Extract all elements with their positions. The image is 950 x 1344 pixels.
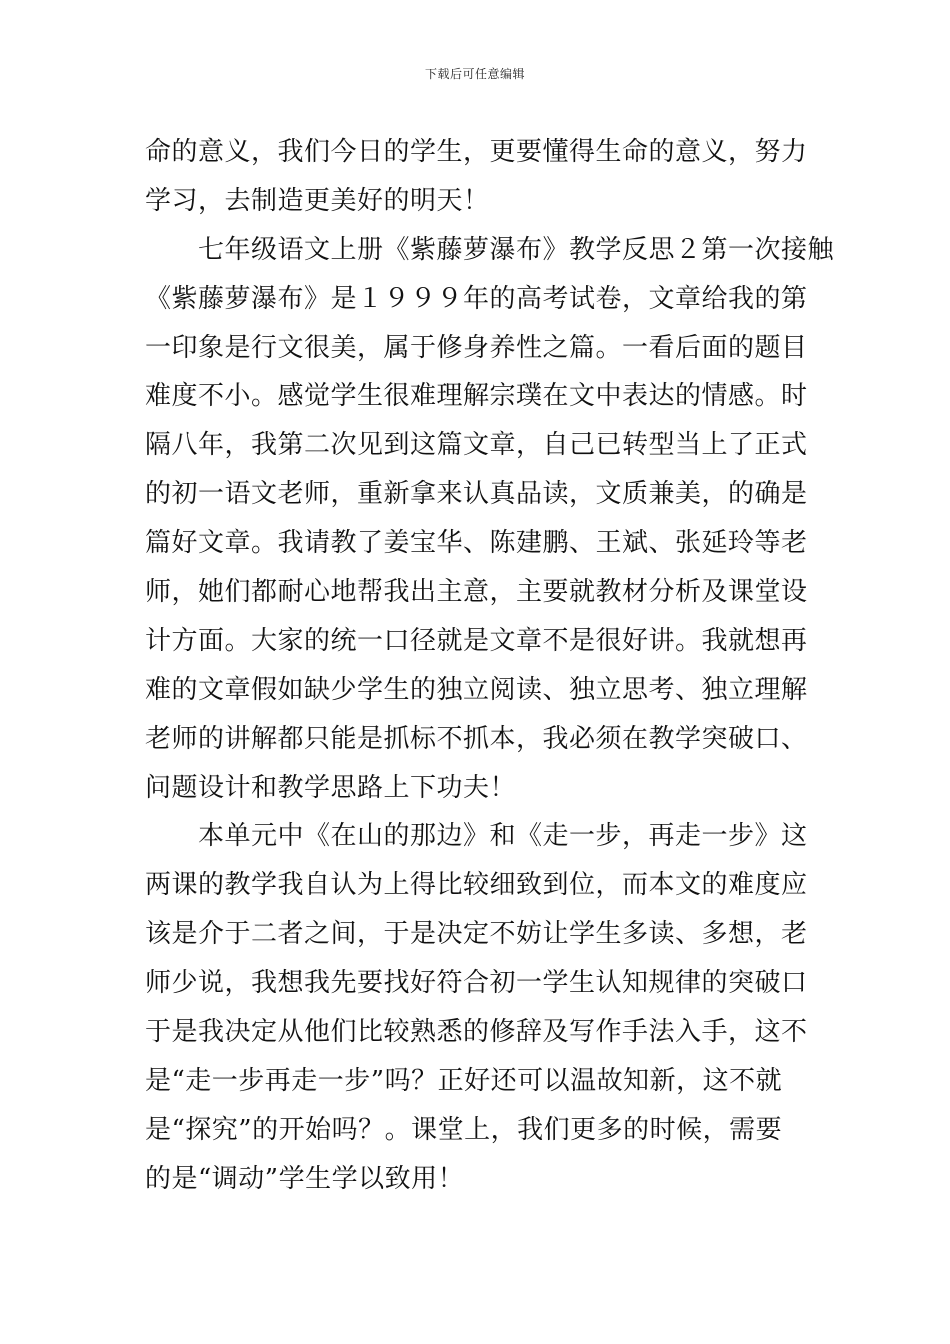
text-line: 计方面。大家的统一口径就是文章不是很好讲。我就想再 [145, 625, 808, 656]
text-line: 两课的教学我自认为上得比较细致到位，而本文的难度应 [145, 870, 808, 901]
text-line: 的是“调动”学生学以致用！ [145, 1163, 465, 1194]
text-line: 学习，去制造更美好的明天！ [145, 185, 490, 216]
paragraph-1 [145, 128, 808, 226]
paragraph-2 [145, 226, 835, 813]
text-line: 七年级语文上册《紫藤萝瀑布》教学反思２第一次接触 [145, 234, 835, 265]
text-line: 命的意义，我们今日的学生，更要懂得生命的意义，努力 [145, 137, 808, 167]
text-line: 师少说，我想我先要找好符合初一学生认知规律的突破口 [145, 968, 808, 999]
text-line: 该是介于二者之间，于是决定不妨让学生多读、多想，老 [145, 919, 808, 950]
text-line: 篇好文章。我请教了姜宝华、陈建鹏、王斌、张延玲等老 [145, 528, 808, 559]
text-line: 于是我决定从他们比较熟悉的修辞及写作手法入手，这不 [145, 1017, 808, 1048]
paragraph-3 [145, 812, 808, 1203]
text-line: 是“走一步再走一步”吗？正好还可以温故知新，这不就 [145, 1065, 783, 1096]
text-line: 本单元中《在山的那边》和《走一步，再走一步》这 [145, 821, 808, 852]
text-line: 问题设计和教学思路上下功夫！ [145, 772, 517, 803]
text-line: 是“探究”的开始吗？。课堂上，我们更多的时候，需要 [145, 1114, 783, 1145]
text-line: 师，她们都耐心地帮我出主意，主要就教材分析及课堂设 [145, 577, 808, 608]
document-body [145, 128, 835, 1204]
text-line: 老师的讲解都只能是抓标不抓本，我必须在教学突破口、 [145, 723, 808, 754]
text-line: 难的文章假如缺少学生的独立阅读、独立思考、独立理解 [145, 674, 808, 705]
page-header: 下载后可任意编辑 [424, 67, 525, 81]
text-line: 的初一语文老师，重新拿来认真品读，文质兼美，的确是 [145, 479, 808, 510]
text-line: 隔八年，我第二次见到这篇文章，自己已转型当上了正式 [145, 430, 808, 461]
text-line: 一印象是行文很美，属于修身养性之篇。一看后面的题目 [145, 332, 808, 363]
text-line: 《紫藤萝瀑布》是１９９９年的高考试卷，文章给我的第 [145, 283, 808, 314]
text-line: 难度不小。感觉学生很难理解宗璞在文中表达的情感。时 [145, 381, 808, 412]
